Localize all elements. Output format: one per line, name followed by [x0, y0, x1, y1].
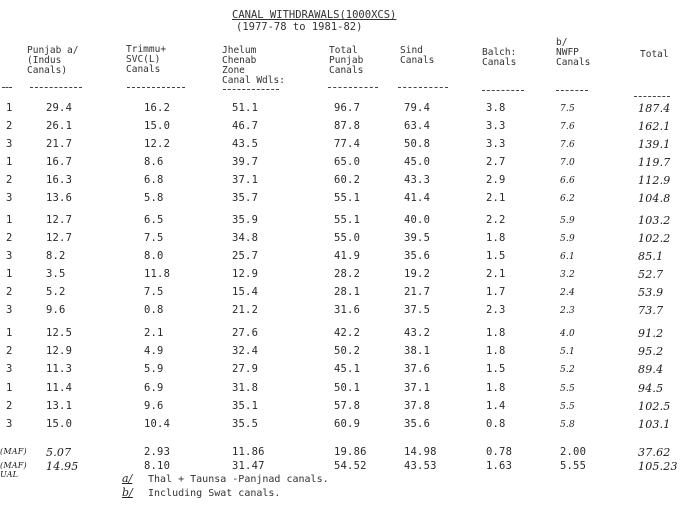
- punjab-value: 12.7: [46, 232, 73, 244]
- jhelum-value: 21.2: [232, 304, 259, 316]
- total-punjab-value: 65.0: [334, 156, 361, 168]
- row-index: 1: [6, 156, 13, 168]
- row-index: 3: [6, 418, 13, 430]
- total-value: 187.4: [638, 102, 671, 115]
- total-punjab: 5.07: [46, 446, 72, 459]
- total-punjab-value: 31.6: [334, 304, 361, 316]
- total-value: 139.1: [638, 138, 671, 151]
- punjab-value: 26.1: [46, 120, 73, 132]
- row-index: 2: [6, 120, 13, 132]
- footnote-b-mark: b/: [122, 486, 133, 499]
- row-index: 1: [6, 268, 13, 280]
- sind-value: 40.0: [404, 214, 431, 226]
- total-punjab-value: 96.7: [334, 102, 361, 114]
- nwfp-value: 3.2: [560, 270, 575, 280]
- nwfp-value: 4.0: [560, 329, 575, 339]
- total-total: 105.23: [638, 460, 678, 473]
- total-punjab-value: 77.4: [334, 138, 361, 150]
- jhelum-value: 15.4: [232, 286, 259, 298]
- table-title: CANAL WITHDRAWALS(1000XCS): [232, 9, 397, 21]
- sind-value: 37.1: [404, 382, 431, 394]
- total-punjab: 14.95: [46, 460, 79, 473]
- nwfp-value: 5.5: [560, 402, 575, 412]
- balch-value: 2.1: [486, 268, 506, 280]
- punjab-value: 12.9: [46, 345, 73, 357]
- jhelum-value: 25.7: [232, 250, 259, 262]
- row-index: 1: [6, 214, 13, 226]
- punjab-value: 16.3: [46, 174, 73, 186]
- punjab-value: 11.3: [46, 363, 73, 375]
- sind-value: 50.8: [404, 138, 431, 150]
- trimmu-value: 5.8: [144, 192, 164, 204]
- total-punjab-value: 55.1: [334, 192, 361, 204]
- total-punjab-value: 42.2: [334, 327, 361, 339]
- jhelum-value: 27.6: [232, 327, 259, 339]
- header-rule: [30, 87, 82, 88]
- jhelum-value: 34.8: [232, 232, 259, 244]
- trimmu-value: 16.2: [144, 102, 171, 114]
- total-trimmu: 8.10: [144, 460, 171, 472]
- total-punjab-value: 50.1: [334, 382, 361, 394]
- jhelum-value: 27.9: [232, 363, 259, 375]
- row-index: 2: [6, 286, 13, 298]
- row-index: 1: [6, 327, 13, 339]
- total-value: 91.2: [638, 327, 664, 340]
- balch-value: 0.8: [486, 418, 506, 430]
- sind-value: 35.6: [404, 250, 431, 262]
- total-label: (MAF) UAL: [0, 461, 27, 479]
- header-sind: Sind Canals: [400, 45, 435, 66]
- header-trimmu: Trimmu+ SVC(L) Canals: [126, 44, 167, 75]
- balch-value: 2.3: [486, 304, 506, 316]
- total-balch: 0.78: [486, 446, 513, 458]
- header-rule: [328, 87, 378, 88]
- balch-value: 1.5: [486, 363, 506, 375]
- total-value: 89.4: [638, 363, 664, 376]
- total-jhelum: 11.86: [232, 446, 265, 458]
- nwfp-value: 7.0: [560, 158, 575, 168]
- punjab-value: 9.6: [46, 304, 66, 316]
- trimmu-value: 8.6: [144, 156, 164, 168]
- header-total-punjab: Total Punjab Canals: [329, 45, 364, 76]
- footnote-a-text: Thal + Taunsa -Panjnad canals.: [148, 474, 329, 485]
- punjab-value: 29.4: [46, 102, 73, 114]
- total-punjab-value: 57.8: [334, 400, 361, 412]
- jhelum-value: 35.9: [232, 214, 259, 226]
- footnote-b-text: Including Swat canals.: [148, 488, 281, 499]
- total-value: 162.1: [638, 120, 671, 133]
- trimmu-value: 15.0: [144, 120, 171, 132]
- total-punjab-value: 60.9: [334, 418, 361, 430]
- total-value: 112.9: [638, 174, 671, 187]
- punjab-value: 13.1: [46, 400, 73, 412]
- header-balch: Balch: Canals: [482, 47, 517, 68]
- nwfp-value: 2.4: [560, 288, 575, 298]
- trimmu-value: 0.8: [144, 304, 164, 316]
- sind-value: 39.5: [404, 232, 431, 244]
- header-rule: [556, 90, 588, 91]
- header-rule: [634, 96, 670, 97]
- sind-value: 21.7: [404, 286, 431, 298]
- header-nwfp: b/ NWFP Canals: [556, 37, 591, 68]
- nwfp-value: 2.3: [560, 306, 575, 316]
- row-index: 3: [6, 363, 13, 375]
- punjab-value: 16.7: [46, 156, 73, 168]
- nwfp-value: 5.9: [560, 234, 575, 244]
- row-index: 3: [6, 250, 13, 262]
- balch-value: 1.8: [486, 345, 506, 357]
- jhelum-value: 32.4: [232, 345, 259, 357]
- total-value: 52.7: [638, 268, 664, 281]
- total-value: 103.1: [638, 418, 671, 431]
- total-value: 94.5: [638, 382, 664, 395]
- total-balch: 1.63: [486, 460, 513, 472]
- punjab-value: 12.7: [46, 214, 73, 226]
- total-punjab-value: 28.2: [334, 268, 361, 280]
- nwfp-value: 6.6: [560, 176, 575, 186]
- total-total-punjab: 19.86: [334, 446, 367, 458]
- balch-value: 1.4: [486, 400, 506, 412]
- trimmu-value: 9.6: [144, 400, 164, 412]
- sind-value: 38.1: [404, 345, 431, 357]
- sind-value: 19.2: [404, 268, 431, 280]
- total-sind: 14.98: [404, 446, 437, 458]
- nwfp-value: 5.1: [560, 347, 575, 357]
- balch-value: 1.8: [486, 382, 506, 394]
- header-jhelum: Jhelum Chenab Zone Canal Wdls:: [222, 45, 285, 86]
- total-value: 104.8: [638, 192, 671, 205]
- row-index: 1: [6, 102, 13, 114]
- total-punjab-value: 55.1: [334, 214, 361, 226]
- total-value: 102.5: [638, 400, 671, 413]
- sind-value: 37.5: [404, 304, 431, 316]
- total-value: 85.1: [638, 250, 664, 263]
- trimmu-value: 7.5: [144, 232, 164, 244]
- row-index: 2: [6, 174, 13, 186]
- total-punjab-value: 41.9: [334, 250, 361, 262]
- sind-value: 43.3: [404, 174, 431, 186]
- punjab-value: 5.2: [46, 286, 66, 298]
- nwfp-value: 7.5: [560, 104, 575, 114]
- jhelum-value: 35.7: [232, 192, 259, 204]
- jhelum-value: 37.1: [232, 174, 259, 186]
- punjab-value: 11.4: [46, 382, 73, 394]
- header-rule: [482, 90, 524, 91]
- total-punjab-value: 28.1: [334, 286, 361, 298]
- trimmu-value: 5.9: [144, 363, 164, 375]
- row-index: 3: [6, 192, 13, 204]
- balch-value: 2.1: [486, 192, 506, 204]
- trimmu-value: 2.1: [144, 327, 164, 339]
- trimmu-value: 7.5: [144, 286, 164, 298]
- balch-value: 3.3: [486, 120, 506, 132]
- jhelum-value: 39.7: [232, 156, 259, 168]
- total-value: 73.7: [638, 304, 664, 317]
- trimmu-value: 12.2: [144, 138, 171, 150]
- total-label: (MAF): [0, 447, 27, 456]
- balch-value: 2.2: [486, 214, 506, 226]
- jhelum-value: 46.7: [232, 120, 259, 132]
- sind-value: 79.4: [404, 102, 431, 114]
- balch-value: 1.7: [486, 286, 506, 298]
- total-total-punjab: 54.52: [334, 460, 367, 472]
- total-sind: 43.53: [404, 460, 437, 472]
- trimmu-value: 6.8: [144, 174, 164, 186]
- jhelum-value: 35.1: [232, 400, 259, 412]
- header-punjab: Punjab a/ (Indus Canals): [27, 45, 79, 76]
- nwfp-value: 5.2: [560, 365, 575, 375]
- sind-value: 43.2: [404, 327, 431, 339]
- row-index: 2: [6, 232, 13, 244]
- sind-value: 37.8: [404, 400, 431, 412]
- jhelum-value: 31.8: [232, 382, 259, 394]
- trimmu-value: 11.8: [144, 268, 171, 280]
- nwfp-value: 5.8: [560, 420, 575, 430]
- jhelum-value: 51.1: [232, 102, 259, 114]
- nwfp-value: 5.5: [560, 384, 575, 394]
- balch-value: 2.9: [486, 174, 506, 186]
- row-index: 3: [6, 304, 13, 316]
- nwfp-value: 6.2: [560, 194, 575, 204]
- nwfp-value: 7.6: [560, 122, 575, 132]
- balch-value: 2.7: [486, 156, 506, 168]
- trimmu-value: 8.0: [144, 250, 164, 262]
- jhelum-value: 43.5: [232, 138, 259, 150]
- punjab-value: 8.2: [46, 250, 66, 262]
- balch-value: 3.8: [486, 102, 506, 114]
- total-value: 102.2: [638, 232, 671, 245]
- header-rule: [2, 87, 12, 88]
- header-rule: [223, 89, 279, 90]
- jhelum-value: 12.9: [232, 268, 259, 280]
- row-index: 2: [6, 345, 13, 357]
- header-rule: [398, 87, 448, 88]
- row-index: 1: [6, 382, 13, 394]
- punjab-value: 13.6: [46, 192, 73, 204]
- sind-value: 63.4: [404, 120, 431, 132]
- header-rule: [127, 87, 185, 88]
- total-value: 119.7: [638, 156, 671, 169]
- total-punjab-value: 50.2: [334, 345, 361, 357]
- trimmu-value: 10.4: [144, 418, 171, 430]
- sind-value: 41.4: [404, 192, 431, 204]
- balch-value: 1.5: [486, 250, 506, 262]
- trimmu-value: 6.5: [144, 214, 164, 226]
- nwfp-value: 5.9: [560, 216, 575, 226]
- footnote-a-mark: a/: [122, 472, 133, 485]
- sind-value: 35.6: [404, 418, 431, 430]
- row-index: 3: [6, 138, 13, 150]
- total-jhelum: 31.47: [232, 460, 265, 472]
- total-value: 53.9: [638, 286, 664, 299]
- punjab-value: 21.7: [46, 138, 73, 150]
- header-total: Total: [640, 49, 669, 60]
- total-value: 103.2: [638, 214, 671, 227]
- total-punjab-value: 60.2: [334, 174, 361, 186]
- total-nwfp: 5.55: [560, 460, 587, 472]
- sind-value: 45.0: [404, 156, 431, 168]
- total-punjab-value: 55.0: [334, 232, 361, 244]
- nwfp-value: 7.6: [560, 140, 575, 150]
- total-punjab-value: 45.1: [334, 363, 361, 375]
- total-total: 37.62: [638, 446, 671, 459]
- table-subtitle: (1977-78 to 1981-82): [236, 21, 363, 33]
- trimmu-value: 6.9: [144, 382, 164, 394]
- trimmu-value: 4.9: [144, 345, 164, 357]
- total-trimmu: 2.93: [144, 446, 171, 458]
- row-index: 2: [6, 400, 13, 412]
- sind-value: 37.6: [404, 363, 431, 375]
- balch-value: 3.3: [486, 138, 506, 150]
- nwfp-value: 6.1: [560, 252, 575, 262]
- balch-value: 1.8: [486, 327, 506, 339]
- total-punjab-value: 87.8: [334, 120, 361, 132]
- punjab-value: 12.5: [46, 327, 73, 339]
- jhelum-value: 35.5: [232, 418, 259, 430]
- total-value: 95.2: [638, 345, 664, 358]
- punjab-value: 3.5: [46, 268, 66, 280]
- total-nwfp: 2.00: [560, 446, 587, 458]
- balch-value: 1.8: [486, 232, 506, 244]
- punjab-value: 15.0: [46, 418, 73, 430]
